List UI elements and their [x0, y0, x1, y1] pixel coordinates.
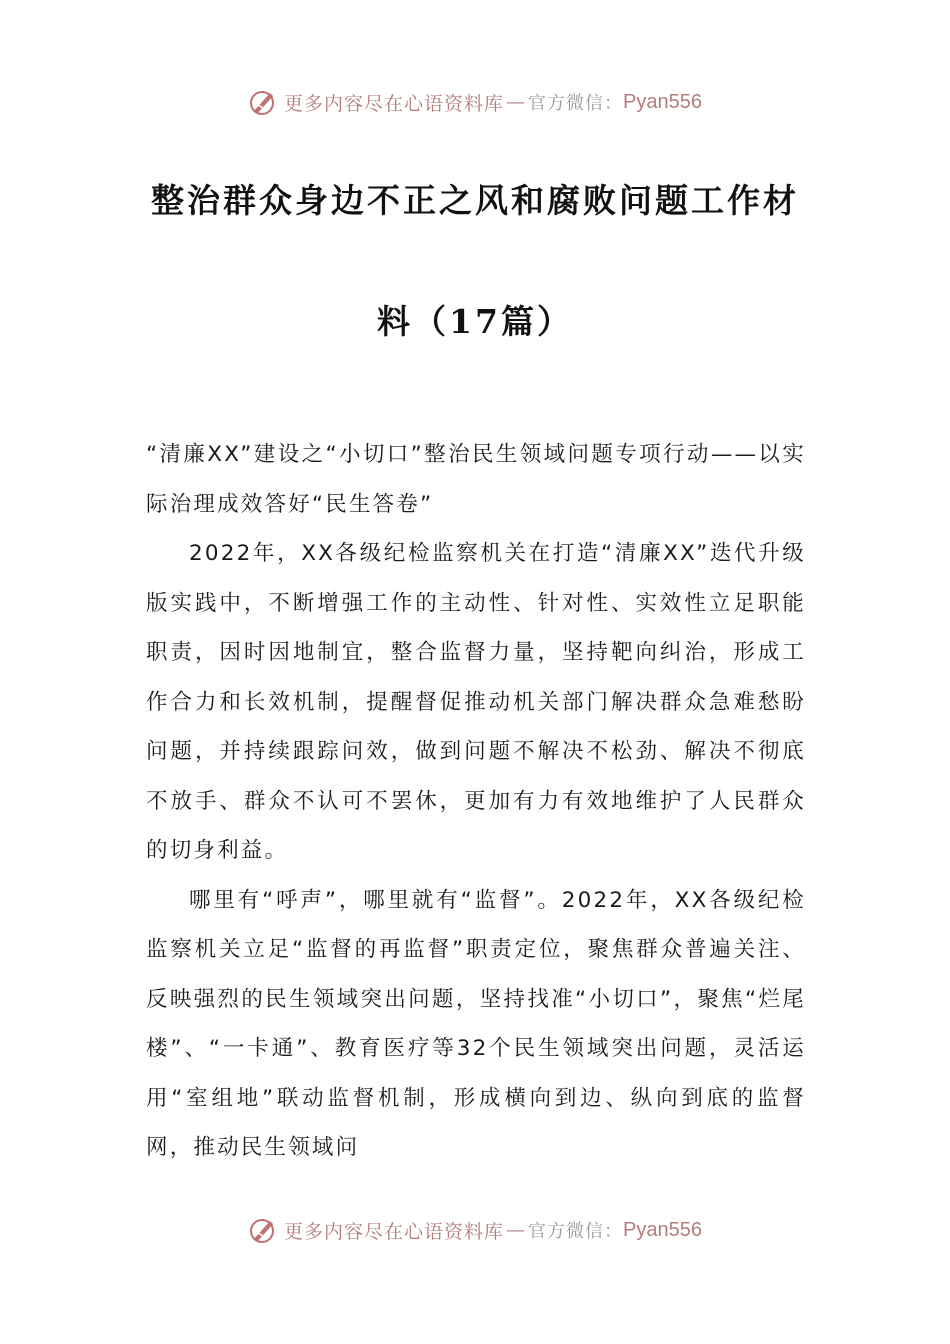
- watermark-wechat-id: Pyan556: [623, 1218, 702, 1241]
- document-title-line-1: 整治群众身边不正之风和腐败问题工作材: [151, 181, 799, 220]
- watermark-site-text: 更多内容尽在心语资料库: [284, 92, 505, 115]
- watermark-label: 官方微信：: [528, 1221, 624, 1242]
- watermark-separator: —: [506, 1219, 527, 1241]
- footer-watermark: [0, 1210, 950, 1250]
- watermark-label: 官方微信：: [528, 93, 624, 114]
- pen-logo-icon: [248, 1215, 278, 1245]
- header-watermark: [0, 82, 950, 122]
- watermark-site-text: 更多内容尽在心语资料库: [284, 1220, 505, 1243]
- body-paragraph: 哪里有“呼声”，哪里就有“监督”。2022年，XX各级纪检监察机关立足“监督的再监督”职责定位，聚焦群众普遍关注、反映强烈的民生领域突出问题，坚持找准“小切口”，聚焦“烂尾楼”、“一卡通”、教育医疗等32个民生领域突出问题，灵活运用“室组地”联动监督机制，形成横向到边、纵向到底的监督网，推动民生领域问: [146, 887, 806, 1160]
- document-body: [146, 430, 806, 1173]
- watermark-separator: —: [506, 91, 527, 113]
- document-title-line-2: 料（17篇）: [377, 302, 573, 341]
- pen-logo-icon: [248, 87, 278, 117]
- subtitle-paragraph: “清廉XX”建设之“小切口”整治民生领域问题专项行动——以实际治理成效答好“民生答卷”: [146, 442, 806, 517]
- body-paragraph: 2022年，XX各级纪检监察机关在打造“清廉XX”迭代升级版实践中，不断增强工作的主动性、针对性、实效性立足职能职责，因时因地制宜，整合监督力量，坚持靶向纠治，形成工作合力和长效机制，提醒督促推动机关部门解决群众急难愁盼问题，并持续跟踪问效，做到问题不解决不松劲、解决不彻底不放手、群众不认可不罢休，更加有力有效地维护了人民群众的切身利益。: [146, 541, 806, 863]
- watermark-wechat-id: Pyan556: [623, 90, 702, 113]
